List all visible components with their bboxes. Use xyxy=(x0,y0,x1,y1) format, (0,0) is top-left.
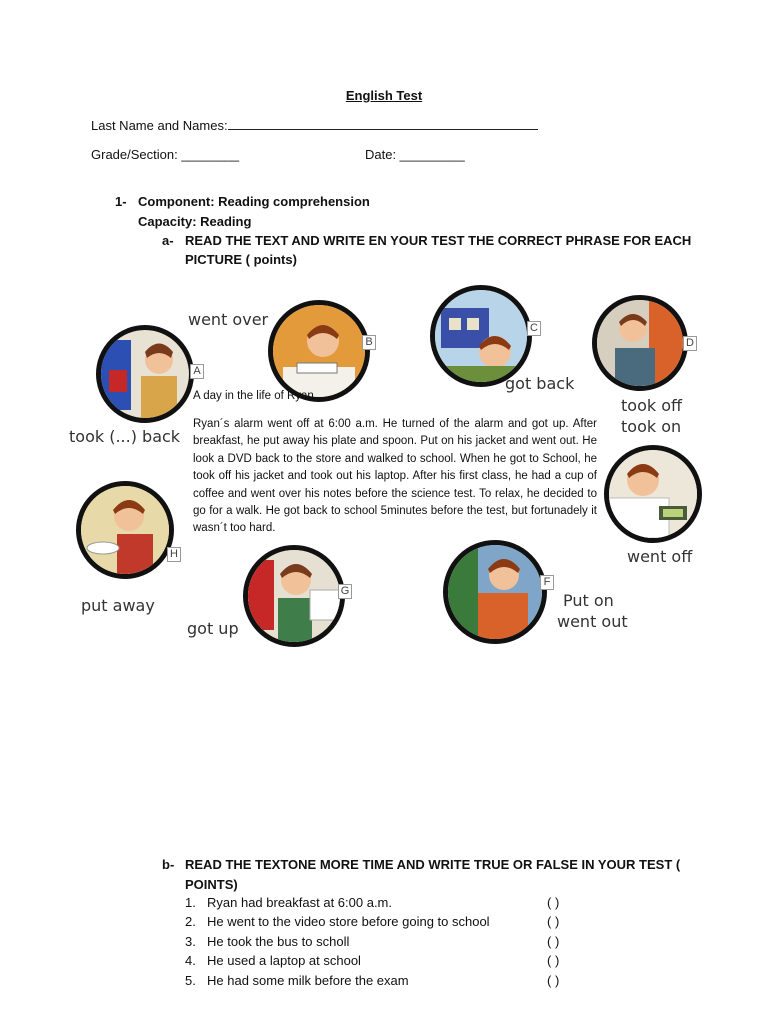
picture-c-phrase: got back xyxy=(505,374,575,393)
picture-a-phrase: took (...) back xyxy=(69,427,181,446)
capacity-heading: Capacity: Reading xyxy=(138,214,252,229)
question-number: 5. xyxy=(185,973,196,988)
question-row xyxy=(185,914,625,929)
question-text: He went to the video store before going to school xyxy=(207,914,490,929)
question-row xyxy=(185,953,625,968)
picture-c-illustration xyxy=(430,285,532,387)
subsection-b-instruction-2: POINTS) xyxy=(185,877,238,892)
picture-b-illustration xyxy=(268,300,370,402)
question-text: He had some milk before the exam xyxy=(207,973,409,988)
picture-h-illustration xyxy=(76,481,174,579)
question-number: 2. xyxy=(185,914,196,929)
picture-a-letter: A xyxy=(190,364,204,379)
question-row xyxy=(185,934,625,949)
answer-blank: ( ) xyxy=(547,934,560,949)
subsection-a-instruction-1: READ THE TEXT AND WRITE EN YOUR TEST THE CORRECT PHRASE FOR EACH xyxy=(185,233,692,248)
answer-blank: ( ) xyxy=(547,973,560,988)
question-text: He took the bus to scholl xyxy=(207,934,350,949)
answer-blank: ( ) xyxy=(547,914,560,929)
picture-c-letter: C xyxy=(527,321,541,336)
picture-f-letter: F xyxy=(540,575,554,590)
grade-label: Grade/Section: ________ xyxy=(91,147,240,162)
question-text: He used a laptop at school xyxy=(207,953,361,968)
picture-d-phrase-2: took on xyxy=(621,417,682,436)
name-blank xyxy=(228,117,538,130)
picture-h-phrase: put away xyxy=(81,596,155,615)
picture-f-illustration xyxy=(443,540,547,644)
picture-a-illustration xyxy=(96,325,194,423)
subsection-a-instruction-2: PICTURE ( points) xyxy=(185,252,297,267)
picture-e-phrase: went off xyxy=(627,547,693,566)
picture-e-illustration xyxy=(604,445,702,543)
subsection-b-marker: b- xyxy=(162,857,175,872)
answer-blank: ( ) xyxy=(547,895,560,910)
picture-d-letter: D xyxy=(683,336,697,351)
picture-f-phrase-1: Put on xyxy=(563,591,614,610)
section-number: 1- xyxy=(115,194,127,209)
picture-b-phrase: went over xyxy=(188,310,269,329)
date-label: Date: _________ xyxy=(365,147,465,162)
name-label: Last Name and Names: xyxy=(91,118,228,133)
passage-title: A day in the life of Ryan xyxy=(193,390,314,402)
question-number: 4. xyxy=(185,953,196,968)
picture-g-letter: G xyxy=(338,584,352,599)
question-text: Ryan had breakfast at 6:00 a.m. xyxy=(207,895,392,910)
picture-d-phrase-1: took off xyxy=(621,396,683,415)
picture-g-illustration xyxy=(243,545,345,647)
picture-f-phrase-2: went out xyxy=(557,612,628,631)
picture-d-illustration xyxy=(592,295,688,391)
question-number: 1. xyxy=(185,895,196,910)
picture-h-letter: H xyxy=(167,547,181,562)
picture-g-phrase: got up xyxy=(187,619,239,638)
question-row xyxy=(185,895,625,910)
question-number: 3. xyxy=(185,934,196,949)
component-heading: Component: Reading comprehension xyxy=(138,194,370,209)
subsection-b-instruction-1: READ THE TEXTONE MORE TIME AND WRITE TRUE OR FALSE IN YOUR TEST ( xyxy=(185,857,681,872)
passage-body: Ryan´s alarm went off at 6:00 a.m. He turned of the alarm and got up. After breakfast, he put away his plate and spoon. Put on his jacket and went out. He look a DVD back to the store and walked to school. When he got to School, he took off his jacket and took out his laptop. After his first class, he had a cup of coffee and went over his notes before the science test. To relax, he decided to go for a walk. He got back to school 5minutes before the test, but fortunadely it wasn´t too hard. xyxy=(193,418,597,535)
answer-blank: ( ) xyxy=(547,953,560,968)
question-row xyxy=(185,973,625,988)
name-field-row xyxy=(91,117,538,133)
picture-b-letter: B xyxy=(362,335,376,350)
subsection-a-marker: a- xyxy=(162,233,174,248)
page-title: English Test xyxy=(345,88,423,103)
